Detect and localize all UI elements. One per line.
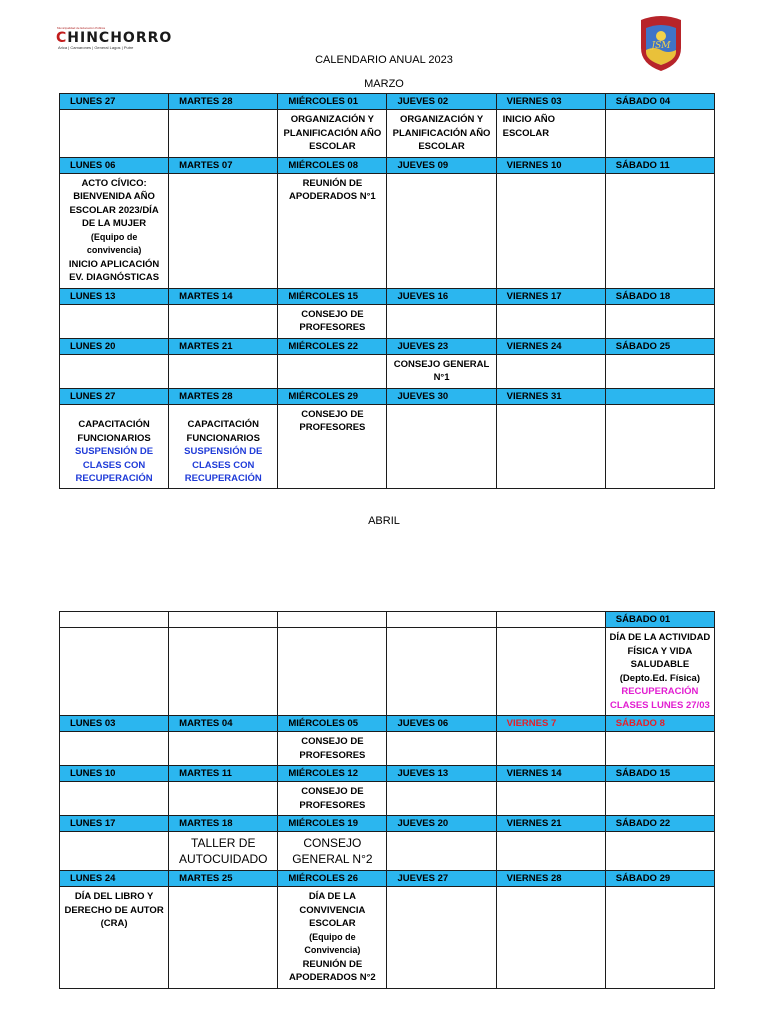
day-cell xyxy=(387,354,496,388)
day-cell xyxy=(387,628,496,716)
week-header-row xyxy=(60,716,715,732)
week-events-row xyxy=(60,628,715,716)
day-cell xyxy=(278,832,387,871)
day-header: SÁBADO 18 xyxy=(605,288,714,304)
day-header: SÁBADO 04 xyxy=(605,94,714,110)
day-header: MARTES 21 xyxy=(169,338,278,354)
calendar-table-abril xyxy=(59,611,715,989)
event-text: DÍA DE LA ACTIVIDAD FÍSICA Y VIDA SALUDABLE xyxy=(609,632,711,670)
day-cell xyxy=(387,782,496,816)
day-header: LUNES 17 xyxy=(60,816,169,832)
day-cell xyxy=(60,782,169,816)
event-note: (Depto.Ed. Física) xyxy=(619,672,700,684)
day-cell xyxy=(278,782,387,816)
day-header: SÁBADO 11 xyxy=(605,157,714,173)
event-suspension-text: SUSPENSIÓN DE CLASES CON RECUPERACIÓN xyxy=(75,446,154,484)
day-header: LUNES 13 xyxy=(60,288,169,304)
day-header: JUEVES 27 xyxy=(387,871,496,887)
day-header: LUNES 24 xyxy=(60,871,169,887)
day-cell xyxy=(387,110,496,158)
day-header: LUNES 27 xyxy=(60,94,169,110)
day-cell xyxy=(60,887,169,989)
event-text: CONSEJO DE PROFESORES xyxy=(299,786,366,811)
day-cell xyxy=(496,732,605,766)
day-cell xyxy=(387,304,496,338)
week-header-row xyxy=(60,288,715,304)
day-cell xyxy=(605,732,714,766)
event-text: CONSEJO GENERAL N°2 xyxy=(292,836,373,866)
document-title: CALENDARIO ANUAL 2023 xyxy=(315,54,453,66)
day-header: JUEVES 06 xyxy=(387,716,496,732)
day-header: MIÉRCOLES 22 xyxy=(278,338,387,354)
day-cell xyxy=(496,832,605,871)
day-cell xyxy=(496,782,605,816)
event-text: TALLER DE AUTOCUIDADO xyxy=(179,836,268,866)
day-cell xyxy=(278,173,387,288)
day-header: SÁBADO 22 xyxy=(605,816,714,832)
event-text: INICIO APLICACIÓN EV. DIAGNÓSTICAS xyxy=(68,258,160,283)
week-header-row xyxy=(60,766,715,782)
day-cell xyxy=(60,354,169,388)
day-header: MARTES 28 xyxy=(169,388,278,404)
day-header: VIERNES 21 xyxy=(496,816,605,832)
day-header: MARTES 14 xyxy=(169,288,278,304)
event-text: ORGANIZACIÓN Y PLANIFICACIÓN AÑO ESCOLAR xyxy=(283,114,382,152)
day-cell xyxy=(605,832,714,871)
day-cell xyxy=(496,628,605,716)
day-cell xyxy=(169,173,278,288)
day-header xyxy=(387,612,496,628)
event-text: CAPACITACIÓN FUNCIONARIOS xyxy=(186,419,260,444)
day-header: MARTES 04 xyxy=(169,716,278,732)
day-cell xyxy=(278,354,387,388)
day-header: SÁBADO 25 xyxy=(605,338,714,354)
day-header: LUNES 06 xyxy=(60,157,169,173)
day-header: MIÉRCOLES 29 xyxy=(278,388,387,404)
day-cell xyxy=(496,110,605,158)
day-cell xyxy=(169,110,278,158)
day-cell xyxy=(605,404,714,488)
day-header: MIÉRCOLES 08 xyxy=(278,157,387,173)
day-header xyxy=(60,612,169,628)
day-cell xyxy=(169,782,278,816)
day-cell xyxy=(496,354,605,388)
event-text: ORGANIZACIÓN Y PLANIFICACIÓN AÑO ESCOLAR xyxy=(392,114,491,152)
event-text: CAPACITACIÓN FUNCIONARIOS xyxy=(77,419,151,444)
day-cell xyxy=(278,628,387,716)
day-header: LUNES 27 xyxy=(60,388,169,404)
day-header: MIÉRCOLES 15 xyxy=(278,288,387,304)
day-header: JUEVES 13 xyxy=(387,766,496,782)
week-header-row xyxy=(60,157,715,173)
day-header: VIERNES 24 xyxy=(496,338,605,354)
event-text: DÍA DEL LIBRO Y DERECHO DE AUTOR (CRA) xyxy=(64,891,164,929)
day-header: MARTES 07 xyxy=(169,157,278,173)
day-cell xyxy=(278,887,387,989)
day-header: VIERNES 17 xyxy=(496,288,605,304)
week-header-row xyxy=(60,612,715,628)
event-text: REUNIÓN DE APODERADOS N°2 xyxy=(289,958,376,983)
day-header-holiday: VIERNES 7 xyxy=(496,716,605,732)
day-cell xyxy=(496,173,605,288)
day-cell xyxy=(169,832,278,871)
logo-word-rest: HINCHORRO xyxy=(67,30,173,46)
day-cell xyxy=(169,404,278,488)
day-cell xyxy=(387,173,496,288)
day-header: VIERNES 28 xyxy=(496,871,605,887)
event-text: CONSEJO DE PROFESORES xyxy=(299,408,366,433)
day-cell xyxy=(278,732,387,766)
week-events-row xyxy=(60,404,715,488)
day-cell xyxy=(605,110,714,158)
day-cell xyxy=(605,782,714,816)
day-cell xyxy=(496,404,605,488)
day-cell xyxy=(278,404,387,488)
day-cell xyxy=(387,732,496,766)
day-header: MIÉRCOLES 26 xyxy=(278,871,387,887)
day-cell xyxy=(60,304,169,338)
day-header: JUEVES 02 xyxy=(387,94,496,110)
day-cell xyxy=(60,404,169,488)
calendar-table-marzo xyxy=(59,93,715,489)
day-header: VIERNES 31 xyxy=(496,388,605,404)
day-header: LUNES 03 xyxy=(60,716,169,732)
day-header: LUNES 10 xyxy=(60,766,169,782)
logo-tagline: Municipalidad de Educación Pública xyxy=(57,26,106,30)
week-header-row xyxy=(60,816,715,832)
week-events-row xyxy=(60,354,715,388)
event-note: (Equipo de Convivencia) xyxy=(304,931,361,955)
day-header: SÁBADO 01 xyxy=(605,612,714,628)
day-header: JUEVES 30 xyxy=(387,388,496,404)
day-cell xyxy=(605,173,714,288)
day-cell xyxy=(169,887,278,989)
day-header xyxy=(169,612,278,628)
week-events-row xyxy=(60,782,715,816)
day-header-holiday: SÁBADO 8 xyxy=(605,716,714,732)
day-cell xyxy=(496,887,605,989)
logo-subtitle: Arica | Camarones | General Lagos | Putre xyxy=(58,45,134,50)
day-cell xyxy=(278,110,387,158)
day-cell xyxy=(278,304,387,338)
day-cell xyxy=(60,110,169,158)
event-text: INICIO AÑO ESCOLAR xyxy=(502,114,556,139)
day-cell xyxy=(169,354,278,388)
week-header-row xyxy=(60,388,715,404)
week-events-row xyxy=(60,110,715,158)
event-suspension-text: SUSPENSIÓN DE CLASES CON RECUPERACIÓN xyxy=(184,446,263,484)
day-header xyxy=(605,388,714,404)
day-cell xyxy=(169,304,278,338)
day-cell xyxy=(169,732,278,766)
day-cell xyxy=(387,404,496,488)
month-title-abril: ABRIL xyxy=(368,515,400,527)
day-header: VIERNES 03 xyxy=(496,94,605,110)
chinchorro-logo xyxy=(56,30,172,46)
day-cell xyxy=(605,628,714,716)
day-header: VIERNES 14 xyxy=(496,766,605,782)
day-header: MARTES 11 xyxy=(169,766,278,782)
day-cell xyxy=(60,832,169,871)
event-text: CONSEJO GENERAL N°1 xyxy=(393,358,490,383)
day-header: LUNES 20 xyxy=(60,338,169,354)
event-text: CONSEJO DE PROFESORES xyxy=(299,308,366,333)
week-events-row xyxy=(60,832,715,871)
week-header-row xyxy=(60,338,715,354)
week-events-row xyxy=(60,304,715,338)
day-header: MIÉRCOLES 05 xyxy=(278,716,387,732)
day-header xyxy=(278,612,387,628)
day-cell xyxy=(605,354,714,388)
month-title-marzo: MARZO xyxy=(364,78,404,90)
day-cell xyxy=(605,304,714,338)
day-cell xyxy=(387,887,496,989)
day-cell xyxy=(169,628,278,716)
day-header: MARTES 25 xyxy=(169,871,278,887)
logo-word-first: C xyxy=(56,30,68,46)
day-header: SÁBADO 29 xyxy=(605,871,714,887)
event-recovery-text: RECUPERACIÓN CLASES LUNES 27/03 xyxy=(609,686,710,711)
week-events-row xyxy=(60,887,715,989)
event-text: REUNIÓN DE APODERADOS N°1 xyxy=(289,177,376,202)
event-note: (Equipo de convivencia) xyxy=(86,231,142,255)
day-header: MIÉRCOLES 12 xyxy=(278,766,387,782)
svg-text:JSM: JSM xyxy=(651,41,671,51)
week-events-row xyxy=(60,732,715,766)
day-cell xyxy=(60,173,169,288)
day-header: SÁBADO 15 xyxy=(605,766,714,782)
day-cell xyxy=(387,832,496,871)
day-header: VIERNES 10 xyxy=(496,157,605,173)
day-cell xyxy=(605,887,714,989)
day-header xyxy=(496,612,605,628)
week-events-row xyxy=(60,173,715,288)
week-header-row xyxy=(60,871,715,887)
day-cell xyxy=(496,304,605,338)
event-text: ACTO CÍVICO: BIENVENIDA AÑO ESCOLAR 2023/DÍA DE LA MUJER xyxy=(69,177,159,229)
day-cell xyxy=(60,628,169,716)
day-cell xyxy=(60,732,169,766)
day-header: MARTES 28 xyxy=(169,94,278,110)
week-header-row xyxy=(60,94,715,110)
day-header: MIÉRCOLES 01 xyxy=(278,94,387,110)
day-header: JUEVES 16 xyxy=(387,288,496,304)
day-header: JUEVES 20 xyxy=(387,816,496,832)
day-header: JUEVES 23 xyxy=(387,338,496,354)
event-text: CONSEJO DE PROFESORES xyxy=(299,736,366,761)
day-header: MIÉRCOLES 19 xyxy=(278,816,387,832)
day-header: MARTES 18 xyxy=(169,816,278,832)
event-text: DÍA DE LA CONVIVENCIA ESCOLAR xyxy=(299,891,366,929)
day-header: JUEVES 09 xyxy=(387,157,496,173)
